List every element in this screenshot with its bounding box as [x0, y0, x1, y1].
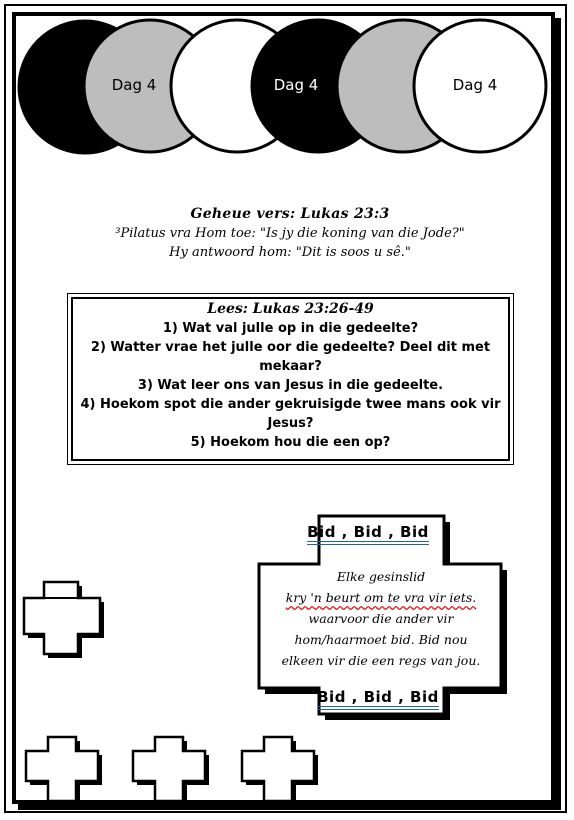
day-circles-banner [0, 0, 574, 170]
circle-label-3: Dag 4 [452, 76, 498, 94]
cross-icon [240, 735, 320, 805]
cross-icon [24, 735, 104, 805]
reading-title: Lees: Lukas 23:26-49 [207, 301, 374, 317]
prayer-line-1: Elke gesinslid [336, 569, 426, 584]
reading-box [67, 293, 514, 465]
reading-content [74, 300, 507, 452]
circle-label-2: Dag 4 [273, 76, 319, 94]
cross-icon [131, 735, 211, 805]
memory-verse-line-1: ³Pilatus vra Hom toe: "Is jy die koning van die Jode?" [115, 226, 465, 241]
prayer-line-2: kry 'n beurt om te vra vir iets. [285, 590, 477, 605]
prayer-text [258, 566, 504, 671]
memory-verse [60, 206, 520, 260]
prayer-heading-bottom-text: Bid , Bid , Bid [317, 688, 439, 706]
prayer-heading-top-text: Bid , Bid , Bid [307, 523, 429, 541]
memory-verse-line-2: Hy antwoord hom: "Dit is soos u sê." [169, 245, 411, 260]
question-5: 5) Hoekom hou die een op? [190, 435, 391, 450]
memory-verse-title: Geheue vers: Lukas 23:3 [190, 206, 390, 222]
prayer-line-5: elkeen vir die een regs van jou. [281, 653, 481, 668]
prayer-line-3: waarvoor die ander vir [308, 611, 454, 626]
prayer-line-4: hom/haarmoet bid. Bid nou [294, 632, 468, 647]
circle-label-1: Dag 4 [111, 76, 157, 94]
question-3: 3) Wat leer ons van Jesus in die gedeelte. [137, 378, 444, 393]
question-2: 2) Watter vrae het julle oor die gedeelte? Deel dit met mekaar? [90, 340, 491, 374]
cross-icon [22, 580, 106, 660]
question-1: 1) Wat val julle op in die gedeelte? [162, 321, 419, 336]
prayer-heading-top [303, 523, 433, 541]
question-4: 4) Hoekom spot die ander gekruisigde twee mans ook vir Jesus? [80, 397, 501, 431]
prayer-heading-bottom [313, 688, 443, 706]
